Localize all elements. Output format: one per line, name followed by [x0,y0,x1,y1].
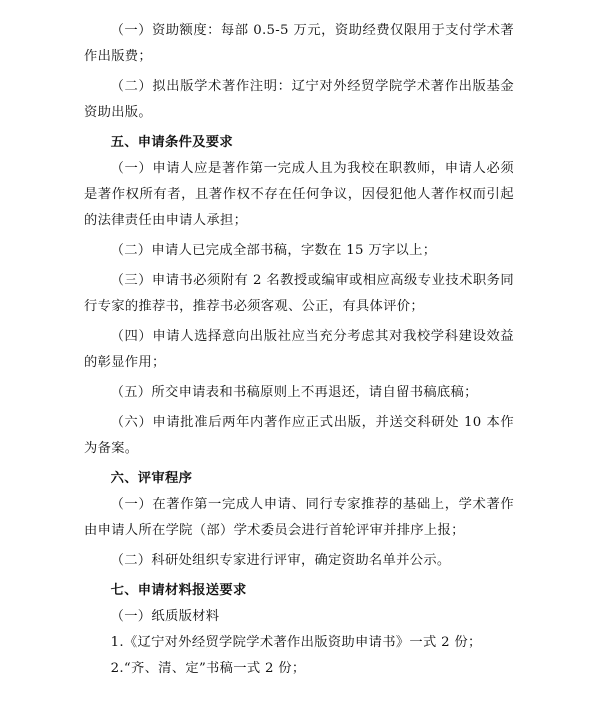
publication-note-paragraph: （二）拟出版学术著作注明：辽宁对外经贸学院学术著作出版基金资助出版。 [84,79,514,120]
review-step-1-paragraph: （一）在著作第一完成人申请、同行专家推荐的基础上，学术著作由申请人所在学院（部）学术委员会进行首轮评审并排序上报； [84,497,514,538]
review-step-2-paragraph: （二）科研处组织专家进行评审，确定资助名单并公示。 [110,553,451,568]
section-heading-conditions: 五、申请条件及要求 [110,135,233,150]
materials-subheading: （一）纸质版材料 [110,609,220,624]
section-heading-review: 六、评审程序 [110,471,193,486]
materials-item-1: 1.《辽宁对外经贸学院学术著作出版资助申请书》一式 2 份； [110,635,482,650]
condition-3-paragraph: （三）申请书必须附有 2 名教授或编审或相应高级专业技术职务同行专家的推荐书，推荐书必须客观、公正，有具体评价； [84,273,514,314]
condition-4-paragraph: （四）申请人选择意向出版社应当充分考虑其对我校学科建设效益的彰显作用； [84,329,514,370]
materials-item-2: 2.“齐、清、定”书稿一式 2 份； [110,661,306,676]
condition-2-paragraph: （二）申请人已完成全部书稿，字数在 15 万字以上； [110,243,437,258]
condition-6-paragraph: （六）申请批准后两年内著作应正式出版，并送交科研处 10 本作为备案。 [84,415,514,456]
funding-amount-paragraph: （一）资助额度：每部 0.5-5 万元，资助经费仅限用于支付学术著作出版费； [84,23,514,64]
condition-1-paragraph: （一）申请人应是著作第一完成人且为我校在职教师，申请人必须是著作权所有者，且著作权不存在任何争议，因侵犯他人著作权而引起的法律责任由申请人承担； [84,161,514,228]
condition-5-paragraph: （五）所交申请表和书稿原则上不再退还，请自留书稿底稿； [110,385,478,400]
document-body [84,18,514,682]
section-heading-materials: 七、申请材料报送要求 [110,583,247,598]
